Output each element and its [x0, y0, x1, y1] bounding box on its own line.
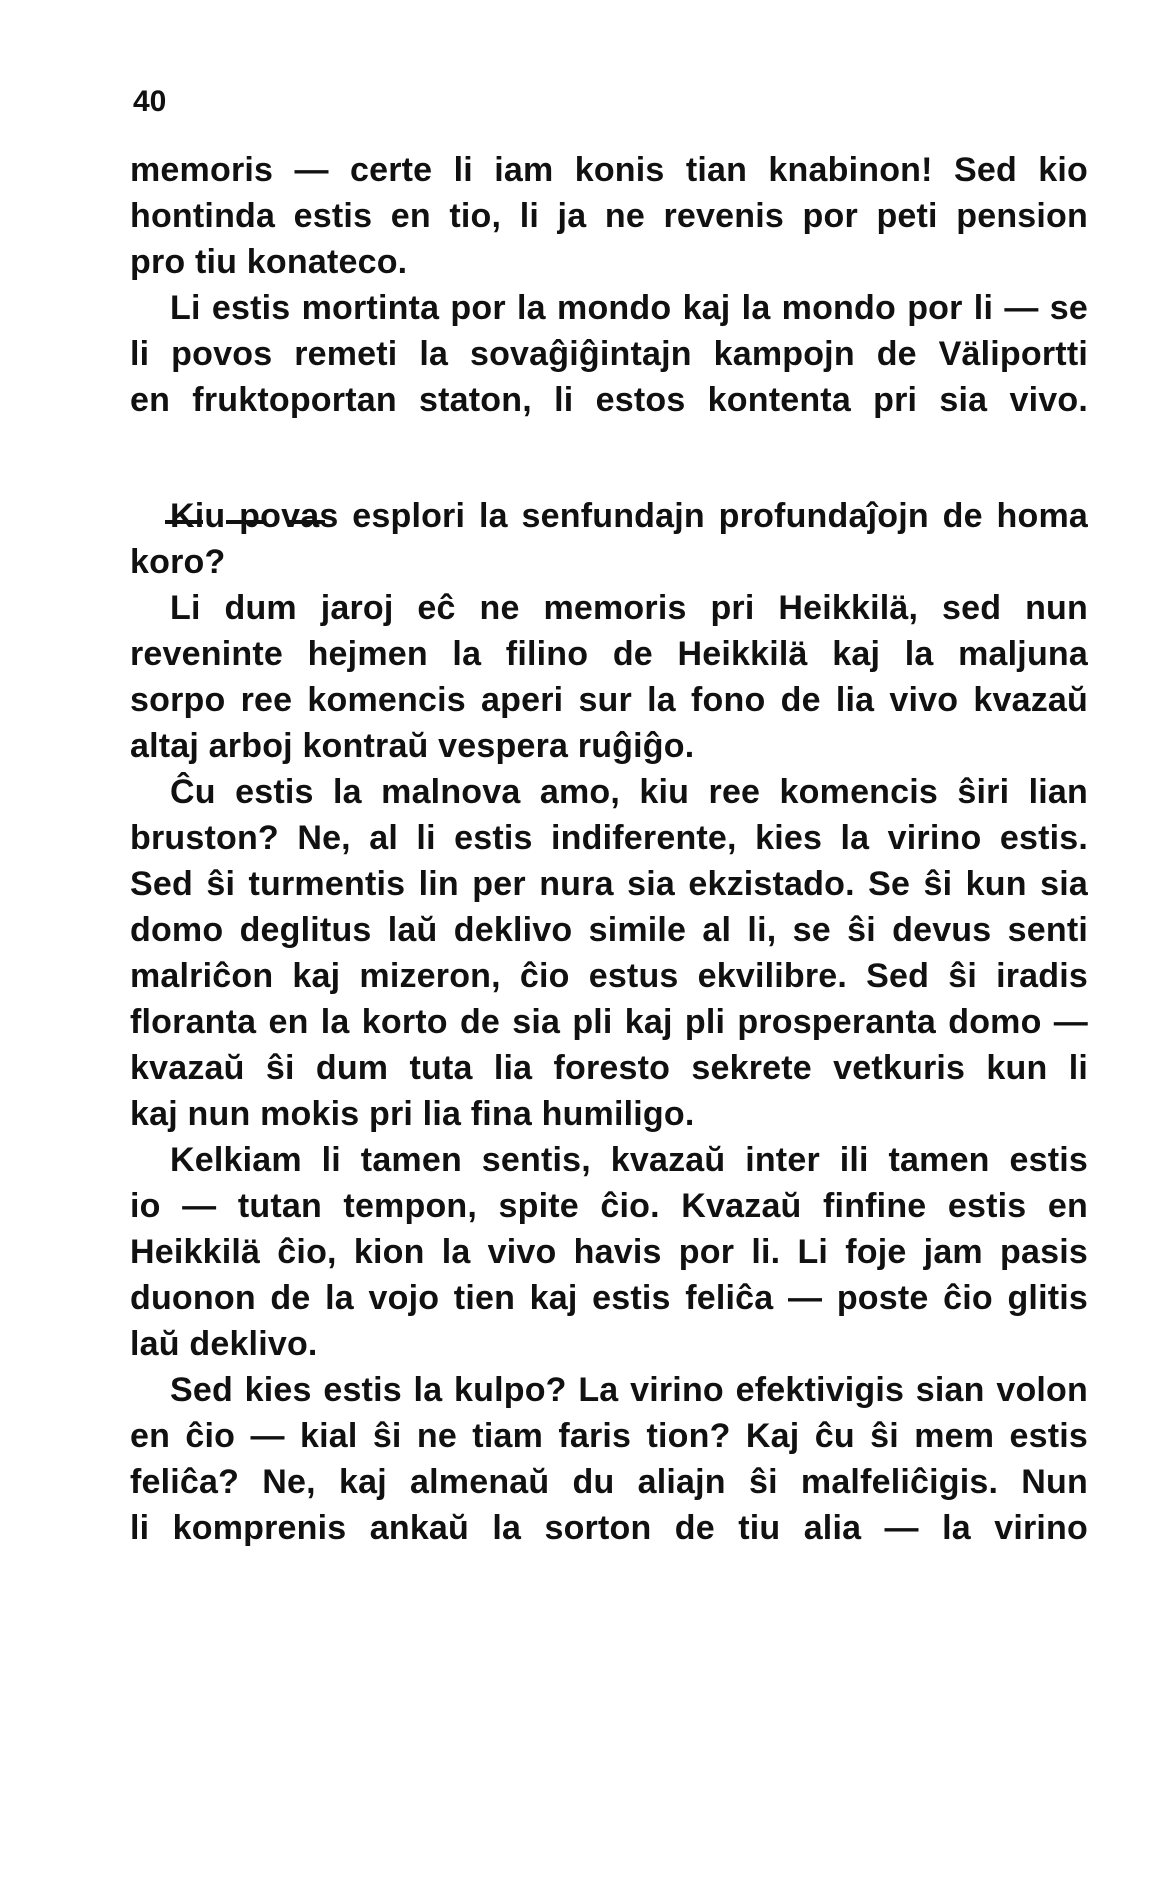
text-line: floranta en la korto de sia pli kaj pli prosperanta domo — — [130, 1003, 1088, 1041]
page-number: 40 — [133, 85, 167, 118]
text-line: koro? — [130, 543, 226, 581]
text-line: domo deglitus laŭ deklivo simile al li, se ŝi devus senti — [130, 911, 1088, 949]
text-line: sorpo ree komencis aperi sur la fono de lia vivo kvazaŭ — [130, 681, 1088, 719]
text-line: Li dum jaroj eĉ ne memoris pri Heikkilä, sed nun — [170, 589, 1088, 627]
text-line: malriĉon kaj mizeron, ĉio estus ekvilibre. Sed ŝi iradis — [130, 957, 1088, 995]
text-line: reveninte hejmen la filino de Heikkilä kaj la maljuna — [130, 635, 1088, 673]
text-line: hontinda estis en tio, li ja ne revenis por peti pension — [130, 197, 1088, 235]
text-line: laŭ deklivo. — [130, 1325, 318, 1363]
text-line: kvazaŭ ŝi dum tuta lia foresto sekrete vetkuris kun li — [130, 1049, 1088, 1087]
text-line: Li estis mortinta por la mondo kaj la mondo por li — se — [170, 289, 1088, 327]
text-line: en ĉio — kial ŝi ne tiam faris tion? Kaj ĉu ŝi mem estis — [130, 1417, 1088, 1455]
text-line: memoris — certe li iam konis tian knabinon! Sed kio — [130, 151, 1088, 189]
text-line: Heikkilä ĉio, kion la vivo havis por li. Li foje jam pasis — [130, 1233, 1088, 1271]
text-line: Kelkiam li tamen sentis, kvazaŭ inter ili tamen estis — [170, 1141, 1088, 1179]
text-line: altaj arboj kontraŭ vespera ruĝiĝo. — [130, 727, 695, 765]
text-line: en fruktoportan staton, li estos kontenta pri sia vivo. — [130, 381, 1088, 419]
text-line: li komprenis ankaŭ la sorton de tiu alia — la virino — [130, 1509, 1088, 1547]
text-line: duonon de la vojo tien kaj estis feliĉa — poste ĉio glitis — [130, 1279, 1088, 1317]
text-line: pro tiu konateco. — [130, 243, 408, 281]
text-line: li povos remeti la sovaĝiĝintajn kampojn de Väliportti — [130, 335, 1088, 373]
text-line: feliĉa? Ne, kaj almenaŭ du aliajn ŝi malfeliĉigis. Nun — [130, 1463, 1088, 1501]
text-line: Sed ŝi turmentis lin per nura sia ekzistado. Se ŝi kun sia — [130, 865, 1088, 903]
text-line: Kiu povas esplori la senfundajn profundaĵojn de homa — [170, 497, 1088, 535]
text-line: bruston? Ne, al li estis indiferente, kies la virino estis. — [130, 819, 1088, 857]
text-line: Ĉu estis la malnova amo, kiu ree komencis ŝiri lian — [170, 773, 1088, 811]
text-line: Sed kies estis la kulpo? La virino efektivigis sian volon — [170, 1371, 1088, 1409]
text-line: kaj nun mokis pri lia fina humiligo. — [130, 1095, 695, 1133]
text-line: io — tutan tempon, spite ĉio. Kvazaŭ finfine estis en — [130, 1187, 1088, 1225]
